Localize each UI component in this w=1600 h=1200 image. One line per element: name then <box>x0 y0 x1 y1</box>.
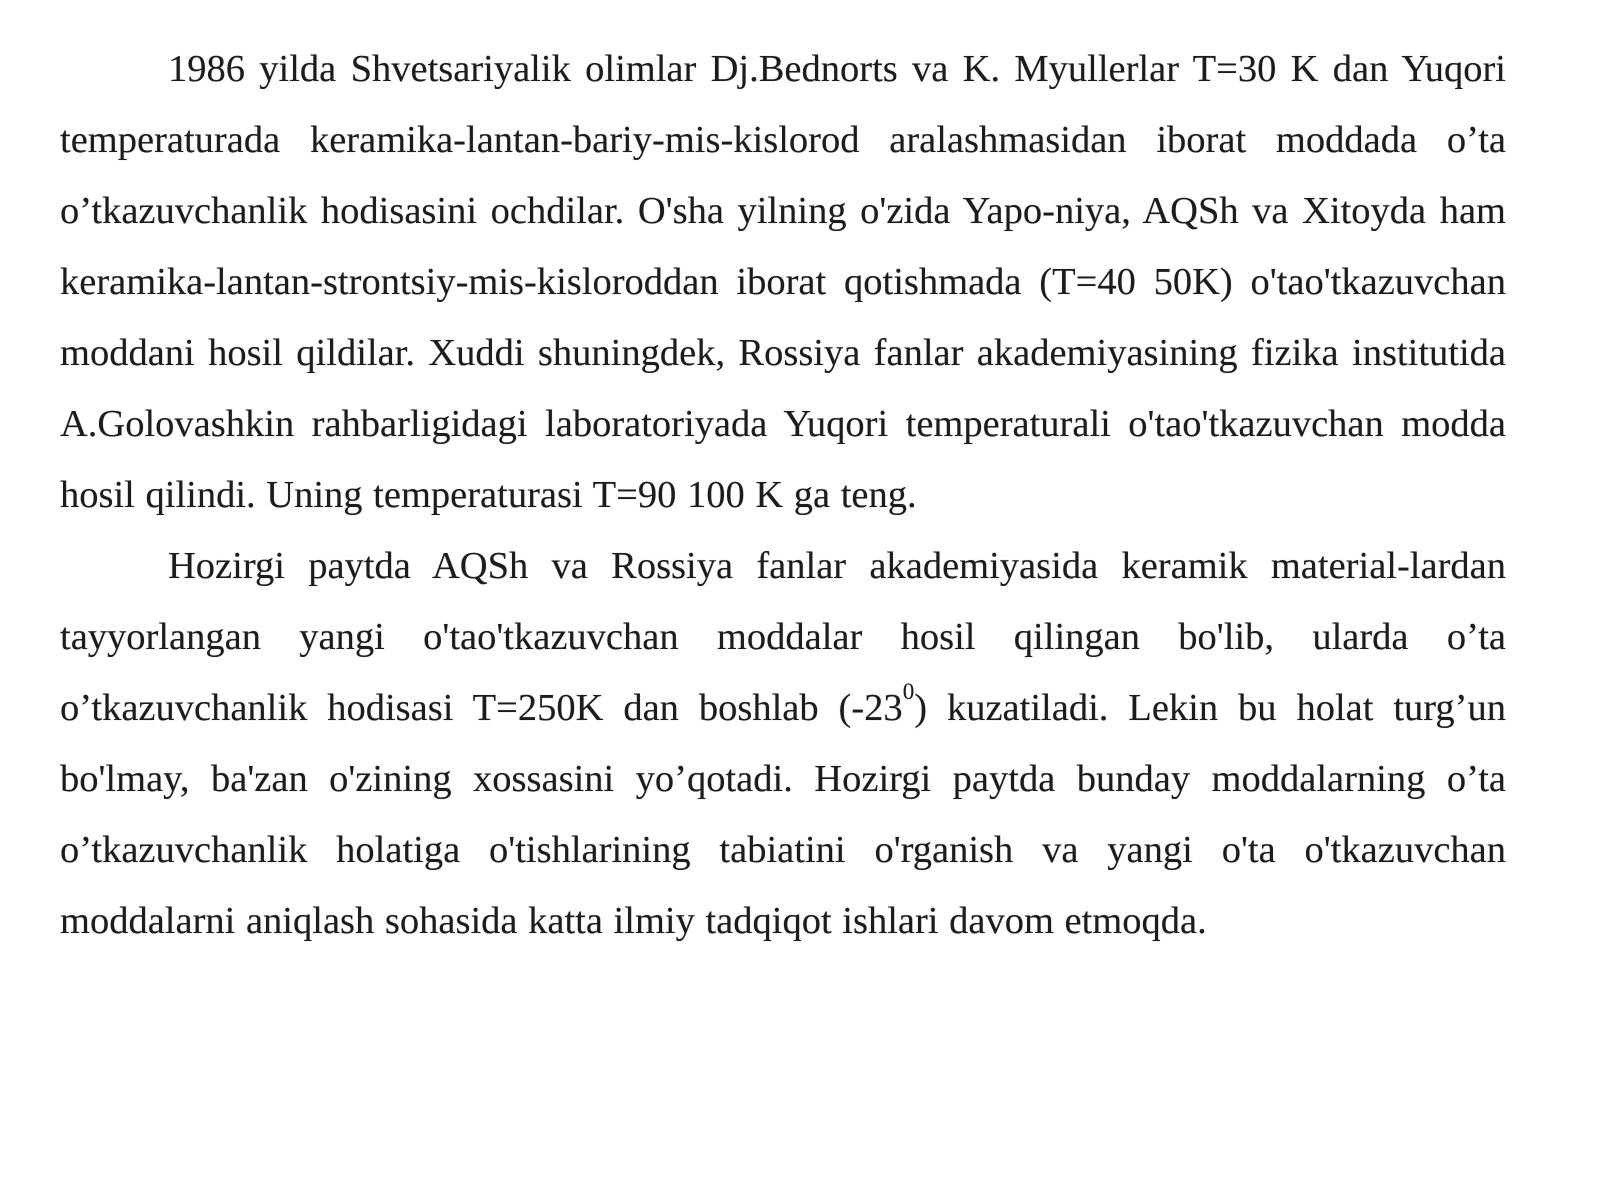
paragraph-2 <box>60 531 1506 957</box>
paragraph-2-text-after: ) kuzatiladi. Lekin bu holat turg’un bo'lmay, ba'zan o'zining xossasini yo’qotadi. Hozirgi paytda bunday moddalarning o’ta o’tkazuvchanlik holatiga o'tishlarining tabiatini o'rganish va yangi o'ta o'tkazuvchan moddalarni aniqlash sohasida katta ilmiy tadqiqot ishlari davom etmoqda. <box>60 687 1506 942</box>
paragraph-1 <box>60 34 1506 531</box>
document-page <box>60 34 1506 957</box>
paragraph-1-text: 1986 yilda Shvetsariyalik olimlar Dj.Bednorts va K. Myullerlar T=30 K dan Yuqori temperaturada keramika-lantan-bariy-mis-kislorod aralashmasidan iborat moddada o’ta o’tkazuvchanlik hodisasini ochdilar. O'sha yilning o'zida Yapo-niya, AQSh va Xitoyda ham keramika-lantan-strontsiy-mis-kisloroddan iborat qotishmada (T=40 50K) o'tao'tkazuvchan moddani hosil qildilar. Xuddi shuningdek, Rossiya fanlar akademiyasining fizika institutida A.Golovashkin rahbarligidagi laboratoriyada Yuqori temperaturali o'tao'tkazuvchan modda hosil qilindi. Uning temperaturasi T=90 100 K ga teng. <box>60 48 1506 516</box>
degree-superscript: 0 <box>902 678 915 705</box>
paragraph-2-text-before: Hozirgi paytda AQSh va Rossiya fanlar akademiyasida keramik material-lardan tayyorlangan yangi o'tao'tkazuvchan moddalar hosil qilingan bo'lib, ularda o’ta o’tkazuvchanlik hodisasi T=250K dan boshlab (-23 <box>60 545 1506 729</box>
